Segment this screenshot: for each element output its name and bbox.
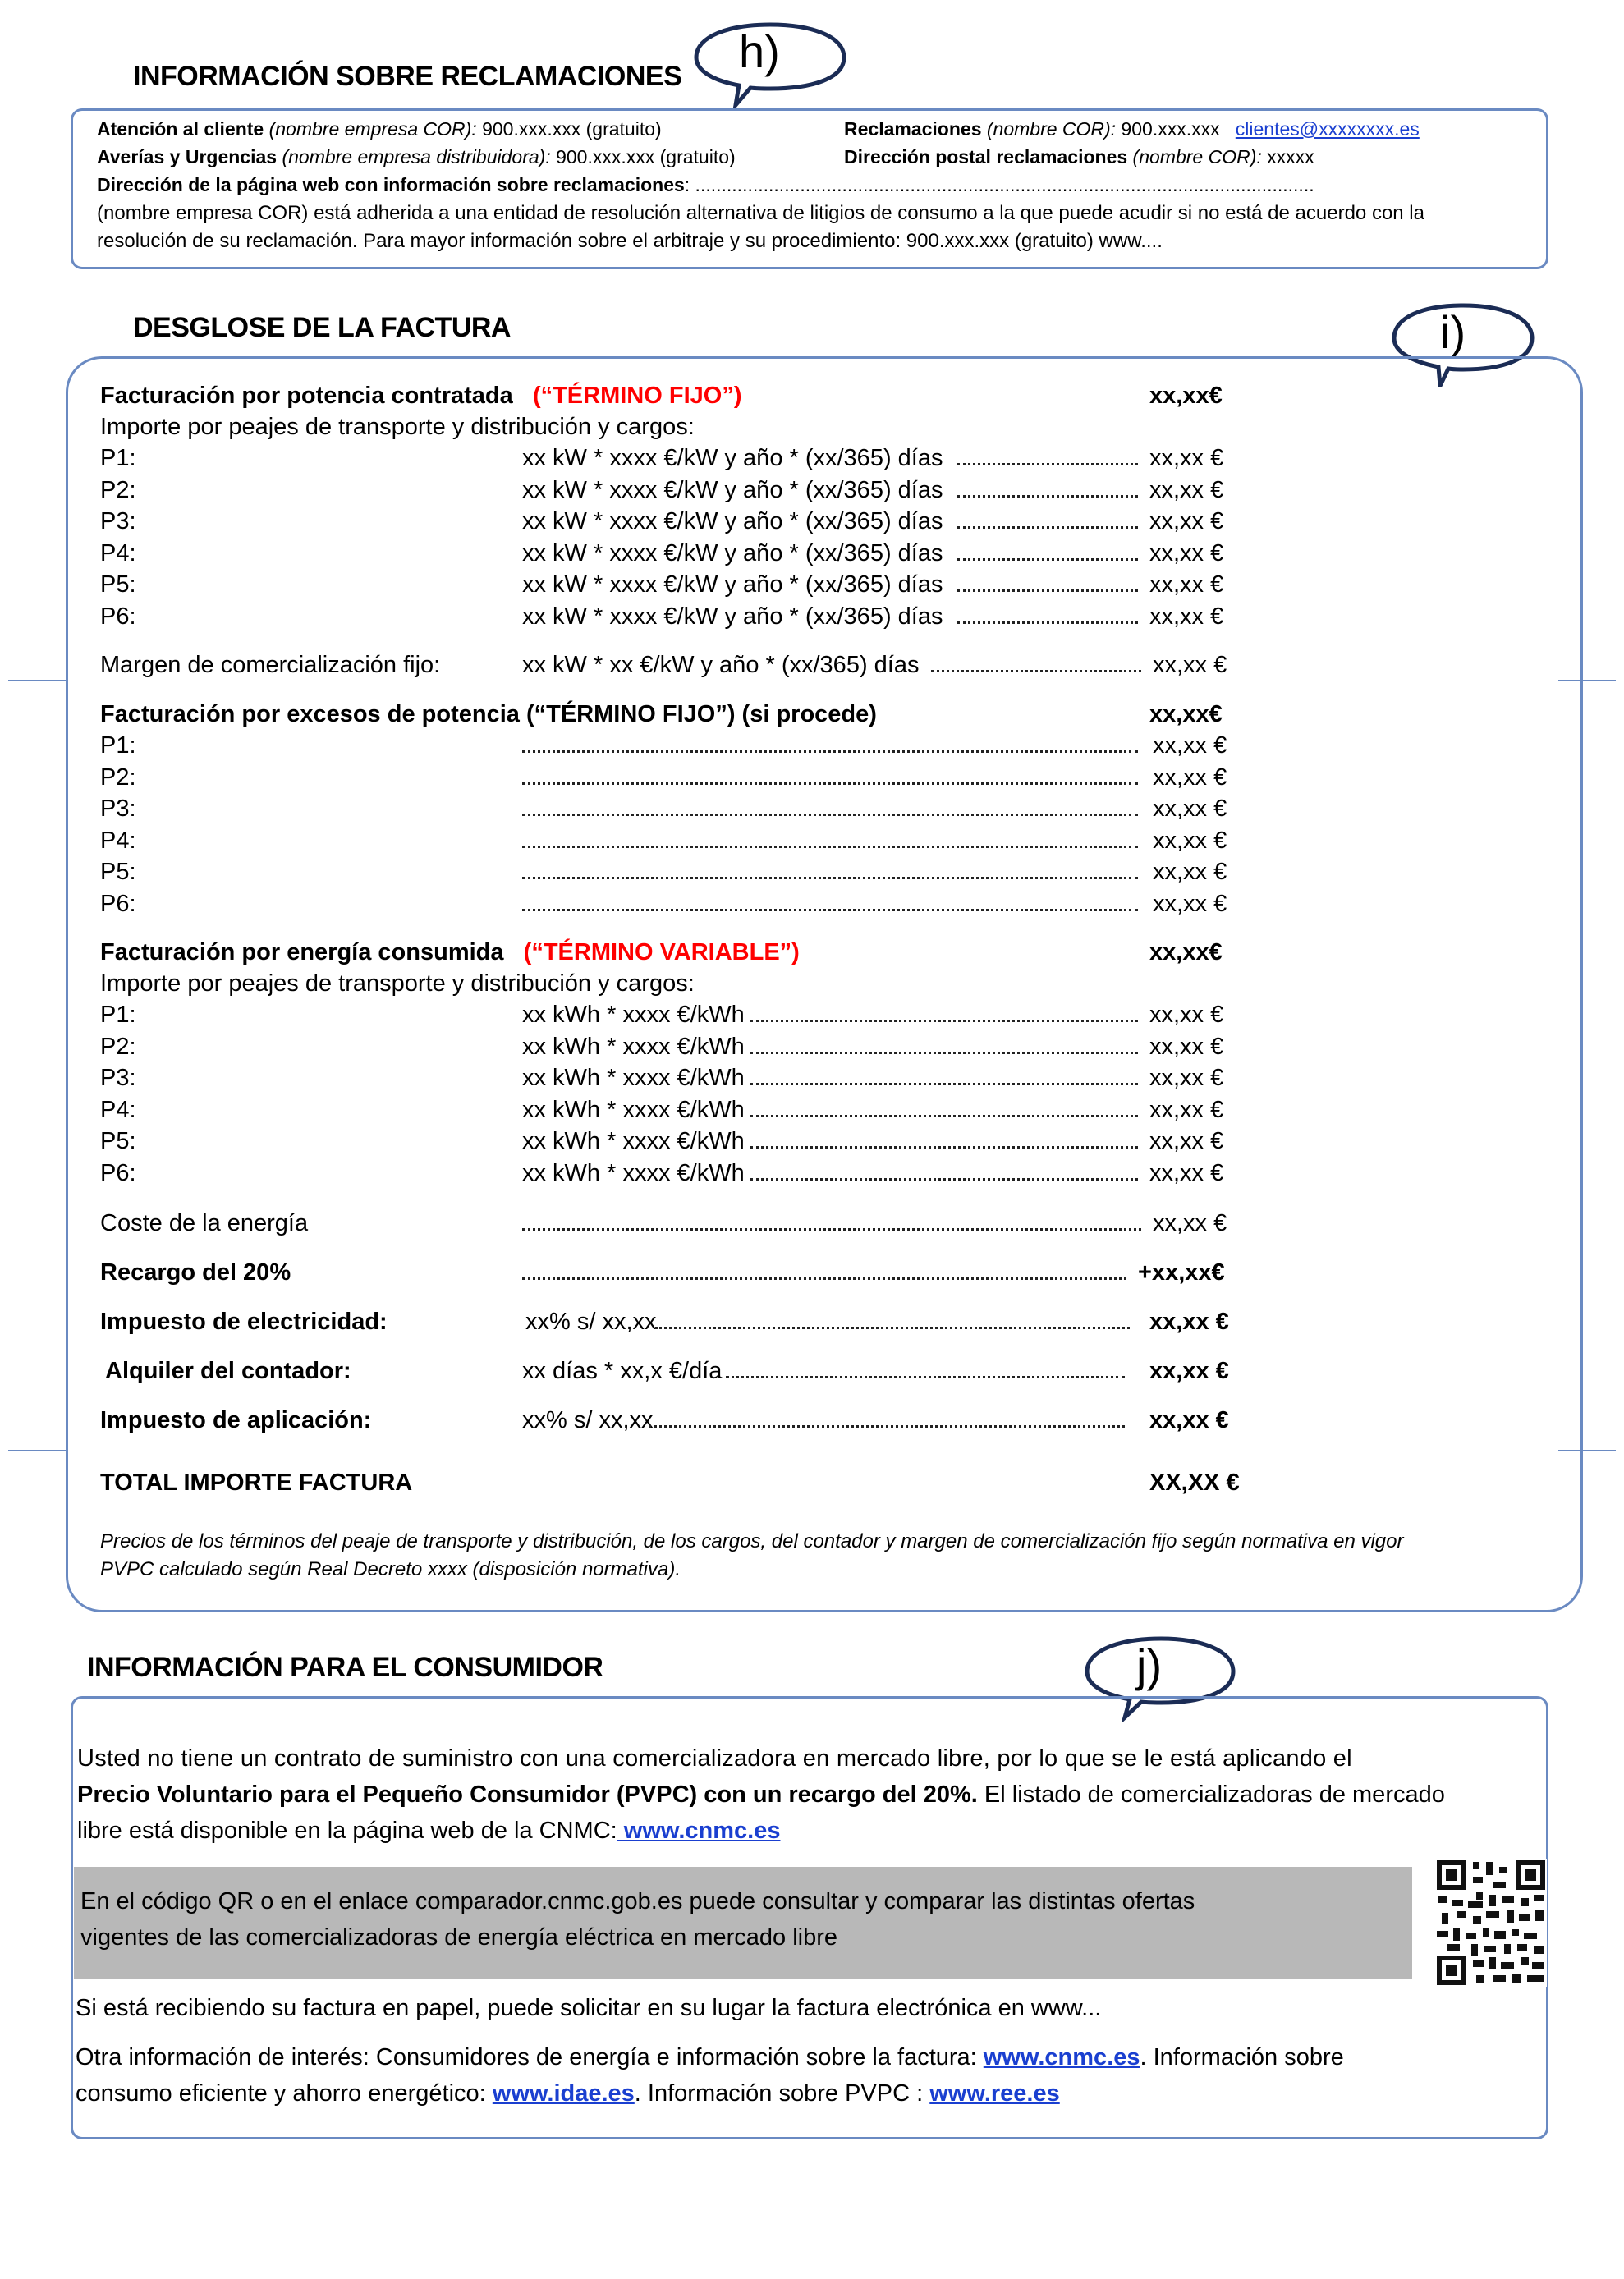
excesos-label: Facturación por excesos de potencia (“TÉRMINO FIJO”) (si procede) [100,701,877,727]
period-amount: xx,xx € [1149,1033,1224,1060]
leader-dots [957,526,1138,529]
alquiler-label: Alquiler del contador: [105,1358,351,1384]
recargo-leader-dots [522,1277,1126,1280]
averias-company: (nombre empresa distribuidora): [282,146,551,167]
leader-dots [957,463,1138,465]
potencia-tag: (“TÉRMINO FIJO”) [532,383,742,409]
pvpc-line-1: Usted no tiene un contrato de suministro con una comercializadora en mercado libre, por lo que se le está aplicando el [77,1745,1352,1772]
callout-h-label: h) [739,25,780,77]
otra-text-c: consumo eficiente y ahorro energético: [76,2080,493,2107]
period-formula: xx kWh * xxxx €/kWh [522,1002,745,1028]
period-formula: xx kWh * xxxx €/kWh [522,1065,745,1091]
leader-dots [750,1020,1138,1022]
period-label: P1: [100,1002,136,1028]
period-amount: xx,xx € [1149,1065,1224,1091]
leader-dots [750,1146,1138,1149]
margen-formula: xx kW * xx €/kW y año * (xx/365) días [522,652,920,678]
papel-line: Si está recibiendo su factura en papel, puede solicitar en su lugar la factura electrónica en www... [76,1995,1102,2021]
impuesto-elec-leader-dots [655,1327,1130,1329]
potencia-total: xx,xx€ [1149,383,1223,409]
alquiler-amount: xx,xx € [1149,1358,1229,1384]
atencion-company: (nombre empresa COR): [268,118,477,140]
desglose-note-1: Precios de los términos del peaje de transporte y distribución, de los cargos, del contador y margen de comercialización fijo según normativa en vigor [100,1530,1404,1552]
reclamaciones-company: (nombre COR): [986,118,1117,140]
reclamaciones-line [844,118,1420,140]
energia-tag: (“TÉRMINO VARIABLE”) [523,939,800,965]
period-formula: xx kW * xxxx €/kW y año * (xx/365) días [522,508,943,534]
callout-i-label: i) [1440,306,1466,358]
period-label: P2: [100,763,136,791]
excesos-total: xx,xx€ [1149,701,1223,727]
margin-tick-left-bottom [8,1450,66,1451]
leader-dots [957,558,1138,561]
atencion-label: Atención al cliente [97,118,264,140]
callout-j-label: j) [1136,1639,1163,1691]
total-amount: XX,XX € [1149,1470,1240,1496]
leader-dots [522,782,1138,785]
period-amount: xx,xx € [1153,796,1227,822]
margin-tick-right-bottom [1558,1450,1616,1451]
atencion-value: 900.xxx.xxx (gratuito) [482,118,662,140]
energia-header [100,939,800,966]
impuesto-apl-formula: xx% s/ xx,xx [522,1407,654,1433]
potencia-header [100,383,741,410]
consumidor-title: INFORMACIÓN PARA EL CONSUMIDOR [87,1652,603,1683]
leader-dots [750,1115,1138,1117]
pvpc-line-3 [77,1818,781,1845]
averias-label: Averías y Urgencias [97,146,278,167]
period-amount: xx,xx € [1149,539,1224,566]
impuesto-apl-amount: xx,xx € [1149,1407,1229,1433]
reclamaciones-value: 900.xxx.xxx [1121,118,1220,140]
otra-line-1 [76,2044,1344,2071]
leader-dots [957,589,1138,592]
impuesto-elec-label: Impuesto de electricidad: [100,1309,388,1335]
web-label: Dirección de la página web con información sobre reclamaciones [97,174,685,195]
period-formula: xx kW * xxxx €/kW y año * (xx/365) días [522,476,943,503]
otra-text-b: . Información sobre [1140,2044,1344,2070]
period-formula: xx kW * xxxx €/kW y año * (xx/365) días [522,571,943,598]
arbitraje-line-1: (nombre empresa COR) está adherida a una entidad de resolución alternativa de litigios de consumo a la que puede acudir si no está de acuerdo con la [97,202,1424,224]
period-label: P6: [100,603,136,630]
period-label: P6: [100,1159,136,1186]
margen-leader-dots [931,670,1141,672]
arbitraje-line-2: resolución de su reclamación. Para mayor información sobre el arbitraje y su procedimiento: 900.xxx.xxx (gratuito) www.... [97,230,1163,252]
cnmc-link[interactable]: www.cnmc.es [617,1818,781,1844]
averias-value: 900.xxx.xxx (gratuito) [556,146,736,167]
period-formula: xx kWh * xxxx €/kWh [522,1096,745,1123]
desglose-title: DESGLOSE DE LA FACTURA [133,312,511,343]
period-amount: xx,xx € [1153,859,1227,885]
period-label: P6: [100,890,136,917]
potencia-peajes-label: Importe por peajes de transporte y distribución y cargos: [100,414,695,440]
margin-tick-right-top [1558,680,1616,681]
margin-tick-left-top [8,680,66,681]
alquiler-formula: xx días * xx,x €/día [522,1358,723,1384]
period-label: P3: [100,1065,136,1091]
impuesto-apl-leader-dots [649,1425,1125,1428]
leader-dots [522,846,1138,848]
otra-text-a: Otra información de interés: Consumidores de energía e información sobre la factura: [76,2044,984,2070]
leader-dots [957,495,1138,498]
margen-amount: xx,xx € [1153,652,1227,678]
pvpc-bold-text: Precio Voluntario para el Pequeño Consumidor (PVPC) con un recargo del 20%. [77,1781,978,1808]
cnmc-info-link[interactable]: www.cnmc.es [983,2044,1140,2070]
desglose-note-2: PVPC calculado según Real Decreto xxxx (disposición normativa). [100,1558,681,1580]
averias-line [97,146,736,168]
period-amount: xx,xx € [1153,763,1227,791]
energia-label: Facturación por energía consumida [100,939,504,965]
period-amount: xx,xx € [1149,1159,1224,1186]
pvpc-cnmc-text: libre está disponible en la página web de la CNMC: [77,1818,617,1844]
postal-label: Dirección postal reclamaciones [844,146,1128,167]
reclamaciones-label: Reclamaciones [844,118,982,140]
period-amount: xx,xx € [1149,1128,1224,1154]
leader-dots [522,877,1138,879]
period-formula: xx kWh * xxxx €/kWh [522,1159,745,1186]
qr-info-line-1: En el código QR o en el enlace comparador.cnmc.gob.es puede consultar y comparar las distintas ofertas [80,1888,1195,1914]
period-amount: xx,xx € [1149,508,1224,534]
period-label: P1: [100,445,136,471]
period-amount: xx,xx € [1149,476,1224,503]
leader-dots [750,1052,1138,1054]
period-formula: xx kWh * xxxx €/kWh [522,1128,745,1154]
period-formula: xx kW * xxxx €/kW y año * (xx/365) días [522,603,943,630]
period-amount: xx,xx € [1153,827,1227,854]
alquiler-leader-dots [726,1376,1125,1378]
pvpc-line-2 [77,1781,1445,1809]
period-amount: xx,xx € [1149,603,1224,630]
period-label: P4: [100,539,136,566]
postal-company: (nombre COR): [1132,146,1262,167]
energia-peajes-label: Importe por peajes de transporte y distribución y cargos: [100,970,695,997]
impuesto-elec-formula: xx% s/ xx,xx [525,1309,657,1335]
energia-total: xx,xx€ [1149,939,1223,965]
leader-dots [750,1083,1138,1085]
qr-code-icon[interactable] [1435,1859,1547,1987]
otra-line-2 [76,2080,1060,2107]
period-amount: xx,xx € [1149,1096,1224,1123]
period-amount: xx,xx € [1153,890,1227,917]
postal-line [844,146,1314,168]
coste-amount: xx,xx € [1153,1210,1227,1236]
recargo-label: Recargo del 20% [100,1259,291,1286]
total-label: TOTAL IMPORTE FACTURA [100,1470,413,1496]
potencia-label: Facturación por potencia contratada [100,383,513,409]
reclamaciones-email-link[interactable]: clientes@xxxxxxxx.es [1235,118,1420,140]
leader-dots [750,1178,1138,1181]
period-label: P3: [100,508,136,534]
ree-link[interactable]: www.ree.es [929,2080,1060,2107]
impuesto-elec-amount: xx,xx € [1149,1309,1229,1335]
period-formula: xx kWh * xxxx €/kWh [522,1033,745,1060]
period-label: P5: [100,859,136,885]
web-value: : ...................................................................................................................... [684,174,1314,195]
period-label: P4: [100,827,136,854]
period-formula: xx kW * xxxx €/kW y año * (xx/365) días [522,539,943,566]
period-label: P1: [100,732,136,759]
margen-label: Margen de comercialización fijo: [100,652,441,678]
atencion-line [97,118,662,140]
pvpc-rest-text: El listado de comercializadoras de mercado [977,1781,1445,1808]
postal-value: xxxxx [1267,146,1314,167]
period-amount: xx,xx € [1149,571,1224,598]
period-label: P2: [100,476,136,503]
impuesto-apl-label: Impuesto de aplicación: [100,1407,372,1433]
period-amount: xx,xx € [1153,732,1227,759]
web-line [97,174,1314,196]
period-label: P4: [100,1096,136,1123]
leader-dots [522,909,1138,911]
period-amount: xx,xx € [1149,1002,1224,1028]
qr-info-line-2: vigentes de las comercializadoras de energía eléctrica en mercado libre [80,1924,838,1951]
otra-text-d: . Información sobre PVPC : [634,2080,930,2107]
leader-dots [957,621,1138,624]
period-amount: xx,xx € [1149,445,1224,471]
idae-link[interactable]: www.idae.es [492,2080,635,2107]
qr-info-band [74,1867,1412,1979]
period-label: P2: [100,1033,136,1060]
period-formula: xx kW * xxxx €/kW y año * (xx/365) días [522,445,943,471]
coste-label: Coste de la energía [100,1210,309,1236]
period-label: P5: [100,571,136,598]
reclamaciones-title: INFORMACIÓN SOBRE RECLAMACIONES [133,61,682,92]
leader-dots [522,814,1138,816]
coste-leader-dots [522,1228,1141,1231]
leader-dots [522,750,1138,753]
period-label: P3: [100,796,136,822]
recargo-amount: +xx,xx€ [1138,1259,1225,1286]
period-label: P5: [100,1128,136,1154]
